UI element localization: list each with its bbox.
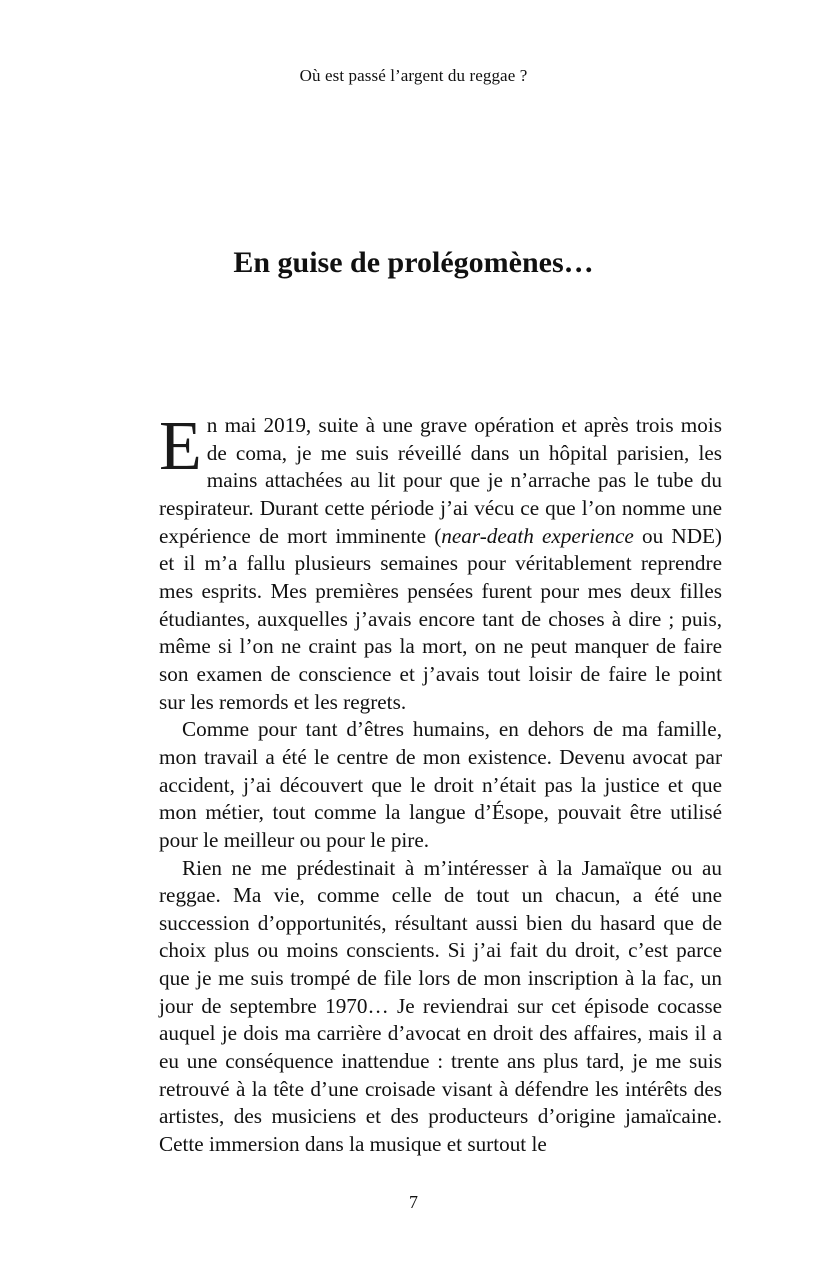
paragraph-1-text-b: ou NDE) et il m’a fallu plusieurs semaines pour véritablement reprendre mes esprits. Mes premières pensées furent pour mes deux filles étudiantes, auxquelles j’avais encore tant de choses à dire ; puis, même si l’on ne craint pas la mort, on ne peut manquer de faire son examen de conscience et j’avais tout loisir de faire le point sur les remords et les regrets.: [159, 523, 722, 714]
drop-cap: E: [159, 408, 202, 485]
paragraph-1: [159, 408, 722, 716]
paragraph-3: Rien ne me prédestinait à m’intéresser à la Jamaïque ou au reggae. Ma vie, comme celle de tout un chacun, a été une succession d’opportunités, résultant aussi bien du hasard que de choix plus ou moins conscients. Si j’ai fait du droit, c’est parce que je me suis trompé de file lors de mon inscription à la fac, un jour de septembre 1970… Je reviendrai sur cet épisode cocasse auquel je dois ma carrière d’avocat en droit des affaires, mais il a eu une conséquence inattendue : trente ans plus tard, je me suis retrouvé à la tête d’une croisade visant à défendre les intérêts des artistes, des musiciens et des producteurs d’origine jamaïcaine. Cette immersion dans la musique et surtout le: [159, 855, 722, 1157]
running-header: Où est passé l’argent du reggae ?: [299, 66, 528, 85]
body-text: [159, 408, 722, 1159]
paragraph-1-text-a: n mai 2019, suite à une grave opération et après trois mois de coma, je me suis réveillé dans un hôpital parisien, les mains attachées au lit pour que je n’arrache pas le tube du respirateur. Durant cette période j’ai vécu ce que l’on nomme une expérience de mort imminente (: [159, 413, 722, 548]
page-number: 7: [409, 1192, 418, 1212]
paragraph-2: Comme pour tant d’êtres humains, en dehors de ma famille, mon travail a été le centre de mon existence. Devenu avocat par accident, j’ai découvert que le droit n’était pas la justice et que mon métier, tout comme la langue d’Ésope, pouvait être utilisé pour le meilleur ou pour le pire.: [159, 717, 722, 852]
chapter-title: En guise de prolégomènes…: [233, 246, 594, 279]
paragraph-1-italic: near-death experience: [441, 523, 634, 548]
